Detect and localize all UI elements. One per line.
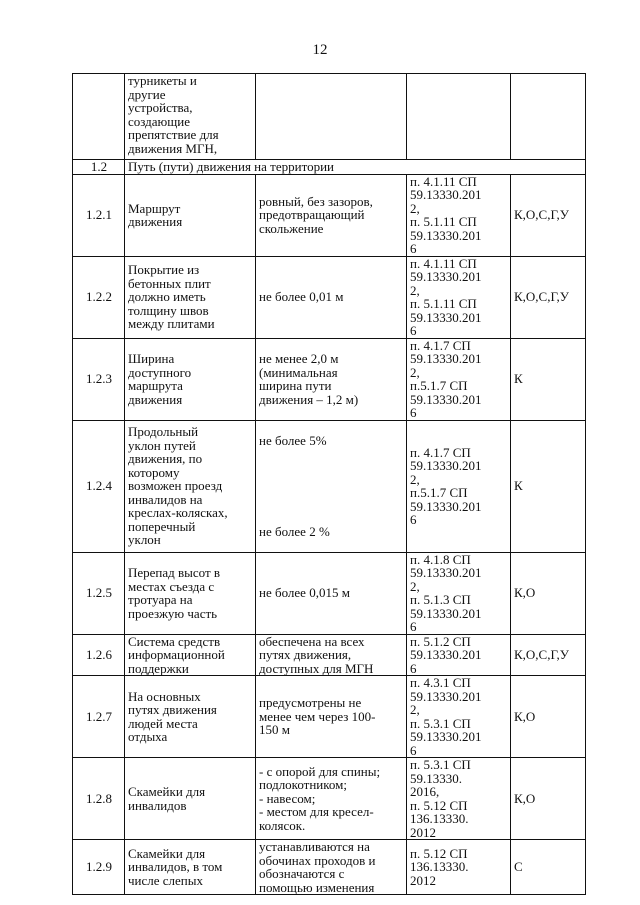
cell-reference: п. 4.1.11 СП 59.13330.201 2, п. 5.1.11 СП 59.13330.201 6 [407,256,511,338]
cell-number: 1.2.6 [73,634,125,676]
cell-reference: п. 4.1.7 СП 59.13330.201 2, п.5.1.7 СП 59.13330.201 6 [407,420,511,552]
section-number: 1.2 [73,160,125,175]
requirement-transverse: не более 2 % [259,523,330,539]
cell-reference: п. 5.3.1 СП 59.13330. 2016, п. 5.12 СП 136.13330. 2012 [407,758,511,840]
cell-reference: п. 4.1.11 СП 59.13330.201 2, п. 5.1.11 СП 59.13330.201 6 [407,174,511,256]
cell-name: турникеты и другие устройства, создающие препятствие для движения МГН, [125,74,256,160]
cell-requirement: обеспечена на всех путях движения, доступных для МГН [256,634,407,676]
cell-reference [407,74,511,160]
cell-groups: К,О [511,758,586,840]
requirement-longitudinal: не более 5% [259,433,327,448]
cell-reference: п. 4.3.1 СП 59.13330.201 2, п. 5.3.1 СП 59.13330.201 6 [407,676,511,758]
cell-requirement [256,420,407,552]
cell-reference: п. 5.1.2 СП 59.13330.201 6 [407,634,511,676]
cell-number: 1.2.5 [73,552,125,634]
table-row [73,256,586,338]
cell-groups [511,74,586,160]
cell-number: 1.2.4 [73,420,125,552]
cell-name: Перепад высот в местах съезда с тротуара на проезжую часть [125,552,256,634]
cell-number: 1.2.8 [73,758,125,840]
table-row [73,758,586,840]
cell-groups: К,О,С,Г,У [511,174,586,256]
table-row [73,552,586,634]
cell-name: Продольный уклон путей движения, по которому возможен проезд инвалидов на креслах-колясках, поперечный уклон [125,420,256,552]
cell-groups: К,О,С,Г,У [511,256,586,338]
cell-requirement: не менее 2,0 м (минимальная ширина пути движения – 1,2 м) [256,338,407,420]
cell-number: 1.2.1 [73,174,125,256]
cell-name: Система средств информационной поддержки [125,634,256,676]
cell-groups: К [511,338,586,420]
cell-name: Покрытие из бетонных плит должно иметь толщину швов между плитами [125,256,256,338]
cell-number: 1.2.9 [73,840,125,895]
cell-groups: К,О [511,676,586,758]
table-row-continuation [73,74,586,160]
cell-requirement: ровный, без зазоров, предотвращающий скольжение [256,174,407,256]
cell-name: Ширина доступного маршрута движения [125,338,256,420]
cell-requirement: устанавливаются на обочинах проходов и обозначаются с помощью изменения [256,840,407,895]
table-row [73,338,586,420]
cell-reference: п. 5.12 СП 136.13330. 2012 [407,840,511,895]
table-row [73,840,586,895]
cell-reference: п. 4.1.7 СП 59.13330.201 2, п.5.1.7 СП 59.13330.201 6 [407,338,511,420]
section-title: Путь (пути) движения на территории [125,160,586,175]
table-row [73,174,586,256]
cell-requirement: - с опорой для спины; подлокотником; - навесом; - местом для кресел- колясок. [256,758,407,840]
cell-groups: С [511,840,586,895]
cell-name: Скамейки для инвалидов, в том числе слепых [125,840,256,895]
cell-requirement: не более 0,01 м [256,256,407,338]
cell-requirement [256,74,407,160]
cell-reference: п. 4.1.8 СП 59.13330.201 2, п. 5.1.3 СП 59.13330.201 6 [407,552,511,634]
section-header-row [73,160,586,175]
cell-number: 1.2.3 [73,338,125,420]
requirements-table [72,73,586,895]
table-row [73,676,586,758]
cell-requirement: не более 0,015 м [256,552,407,634]
cell-groups: К,О,С,Г,У [511,634,586,676]
cell-groups: К [511,420,586,552]
cell-name: На основных путях движения людей места отдыха [125,676,256,758]
cell-number: 1.2.7 [73,676,125,758]
cell-name: Маршрут движения [125,174,256,256]
cell-requirement: предусмотрены не менее чем через 100- 150 м [256,676,407,758]
cell-groups: К,О [511,552,586,634]
page-number: 12 [312,42,328,58]
cell-number [73,74,125,160]
cell-name: Скамейки для инвалидов [125,758,256,840]
table-row [73,420,586,552]
cell-number: 1.2.2 [73,256,125,338]
table-row [73,634,586,676]
